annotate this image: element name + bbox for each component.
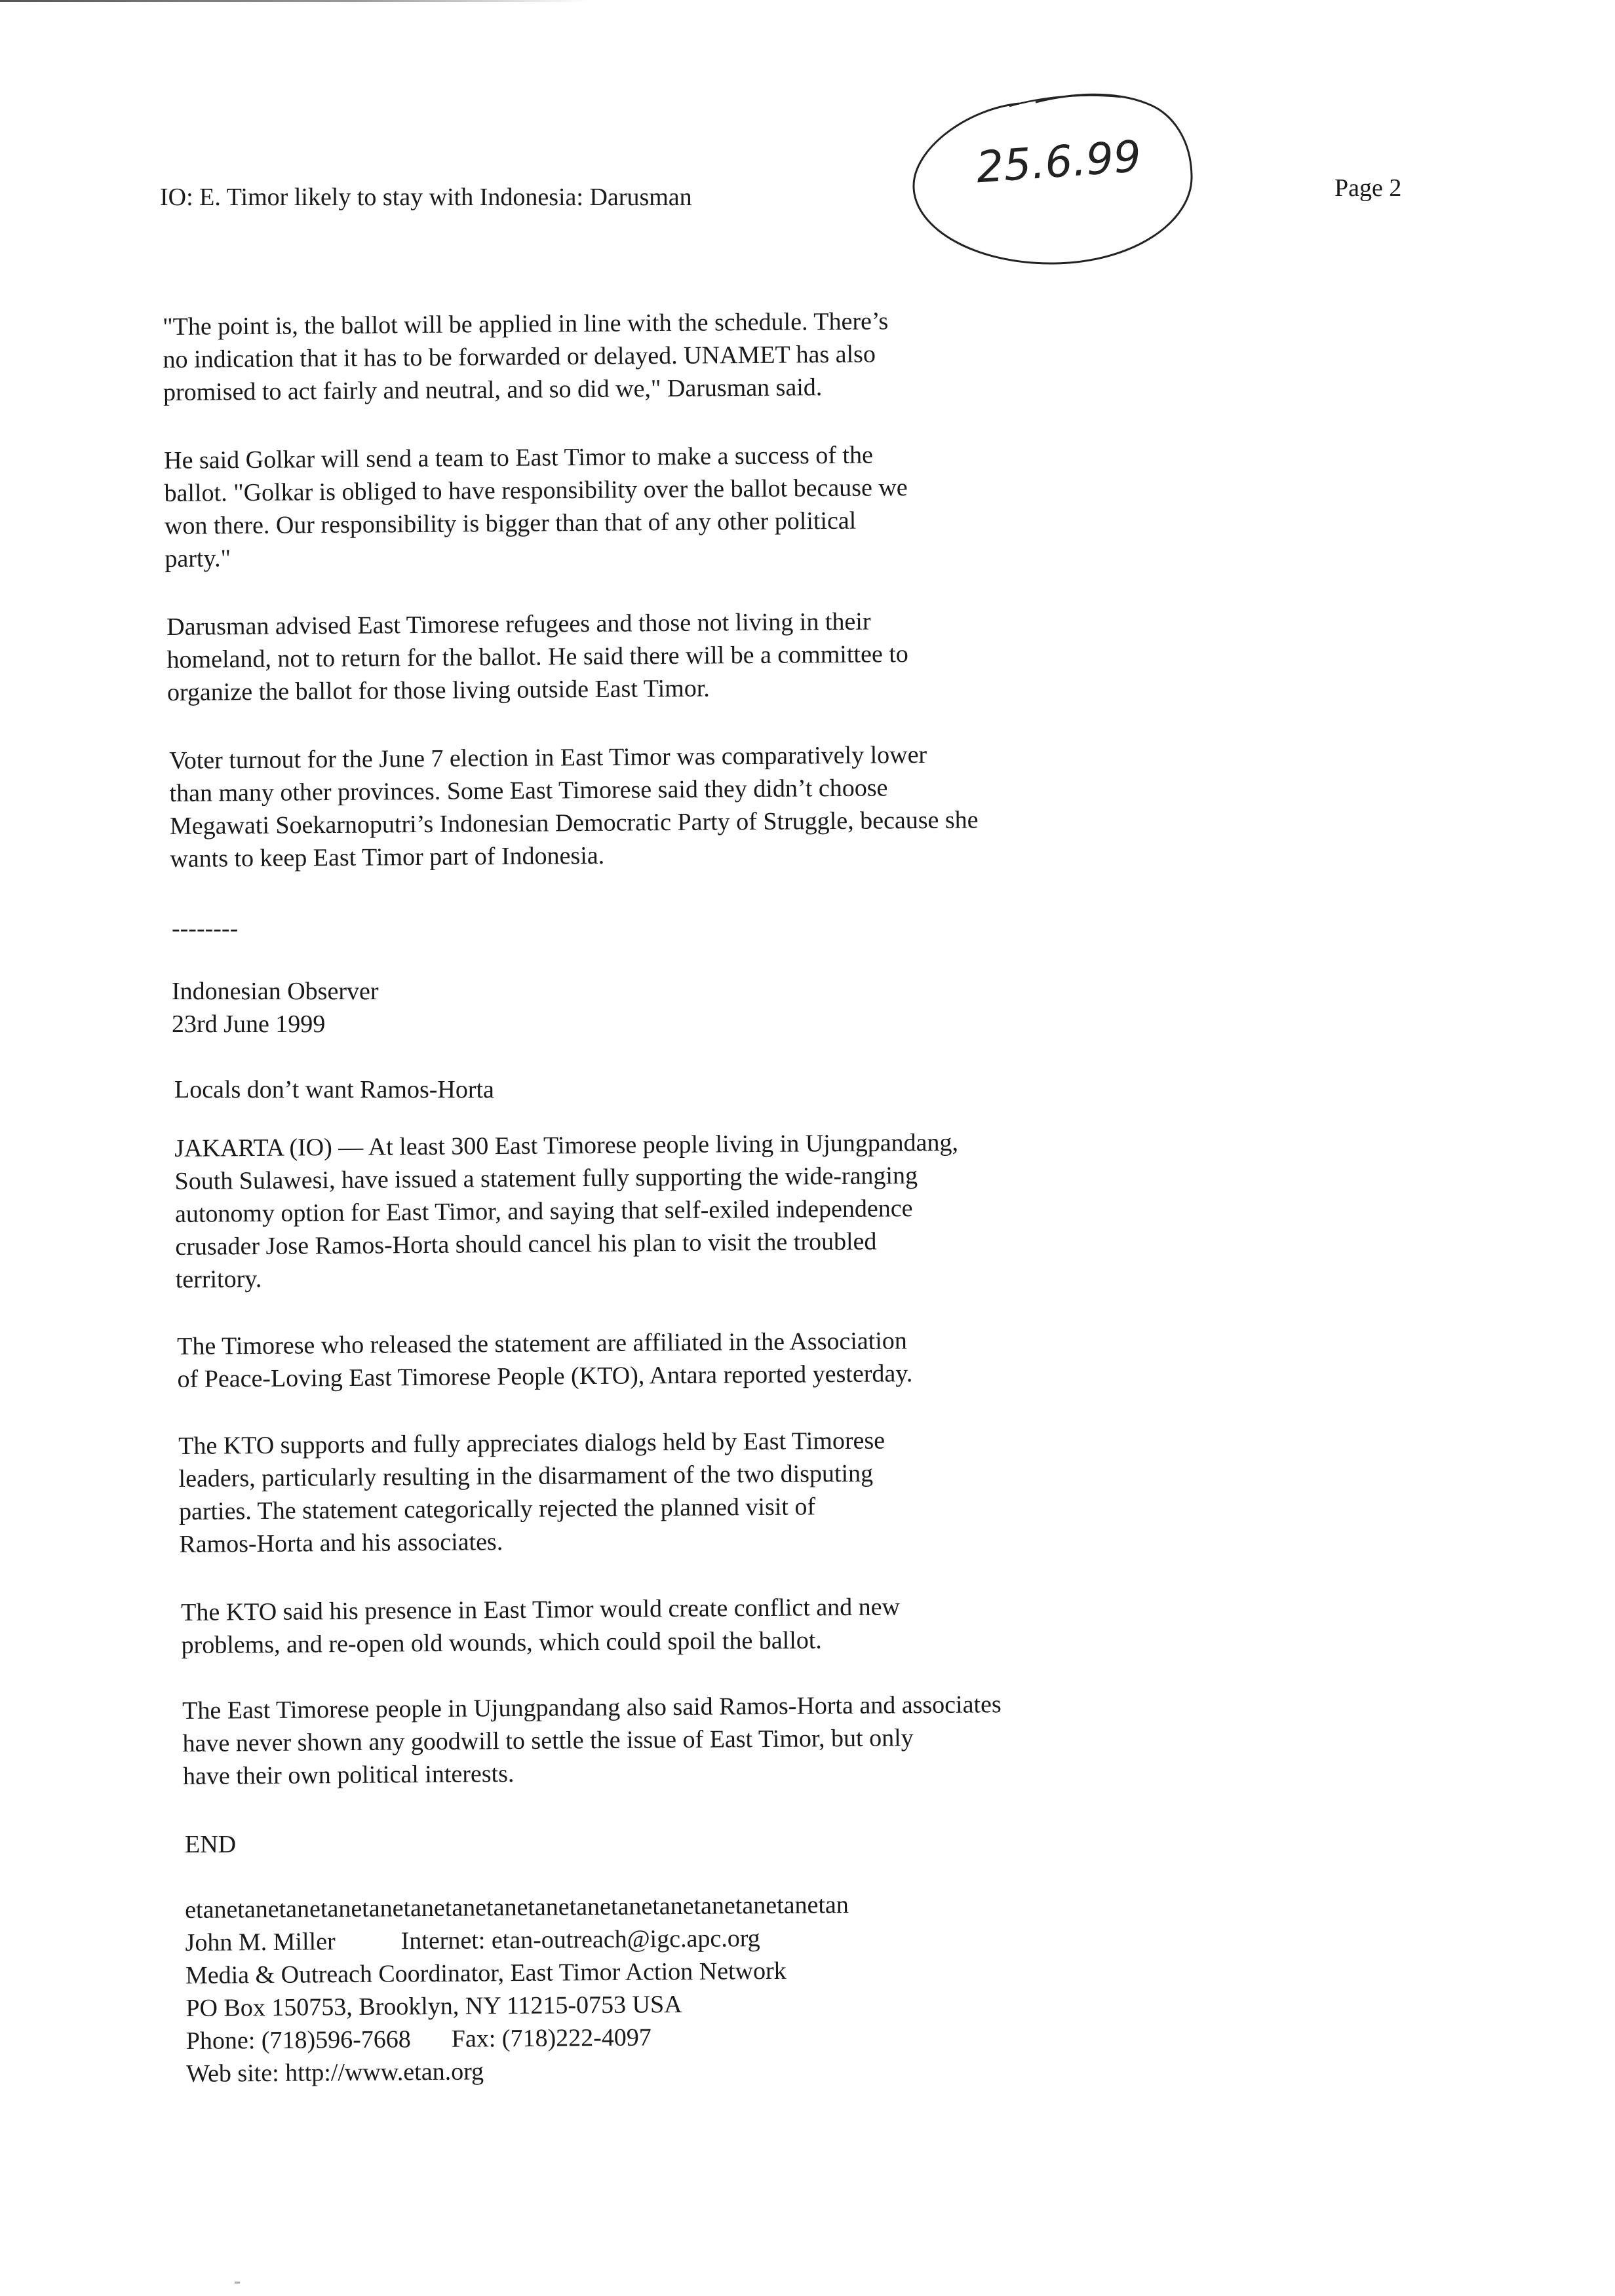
text-line: won there. Our responsibility is bigger than that of any other political — [164, 507, 857, 540]
text-line: of Peace-Loving East Timorese People (KTO), Antara reported yesterday. — [177, 1360, 913, 1393]
text-line: parties. The statement categorically rejected the planned visit of — [178, 1493, 816, 1525]
signature-banner: etanetanetanetanetanetanetanetanetanetanetanetanetanetanetanetan — [185, 1891, 849, 1924]
text-line: The KTO said his presence in East Timor would create conflict and new — [181, 1593, 901, 1626]
text-line: Megawati Soekarnoputri’s Indonesian Democratic Party of Struggle, because she — [169, 806, 979, 840]
text-line: South Sulawesi, have issued a statement fully supporting the wide-ranging — [174, 1162, 918, 1195]
text-line: The East Timorese people in Ujungpandang also said Ramos-Horta and associates — [182, 1691, 1002, 1725]
scan-edge-line — [0, 0, 590, 2]
text-line: no indication that it has to be forwarded or delayed. UNAMET has also — [163, 340, 876, 373]
paragraph — [166, 605, 908, 709]
paragraph — [164, 438, 908, 575]
text-line: have their own political interests. — [182, 1760, 515, 1790]
page-number: Page 2 — [1334, 174, 1402, 202]
signature-phone-line — [186, 2019, 850, 2057]
text-line: organize the ballot for those living outside East Timor. — [166, 674, 710, 706]
source-name: Indonesian Observer — [172, 978, 379, 1005]
text-line: crusader Jose Ramos-Horta should cancel his plan to visit the troubled — [175, 1227, 877, 1261]
signature-name: John M. Miller — [185, 1928, 336, 1957]
section-separator: -------- — [172, 915, 239, 942]
text-line: promised to act fairly and neutral, and so did we," Darusman said. — [163, 373, 823, 406]
text-line: "The point is, the ballot will be applied in line with the schedule. There’s — [163, 307, 889, 341]
page-header-title: IO: E. Timor likely to stay with Indonesia: Darusman — [160, 183, 692, 211]
stamp-date-text: 25.6.99 — [974, 130, 1143, 193]
text-line: problems, and re-open old wounds, which could spoil the ballot. — [181, 1626, 823, 1659]
text-line: The KTO supports and fully appreciates dialogs held by East Timorese — [178, 1426, 885, 1460]
signature-email[interactable]: Internet: etan-outreach@igc.apc.org — [400, 1924, 760, 1955]
text-line: ballot. "Golkar is obliged to have responsibility over the ballot because we — [164, 474, 908, 507]
signature-phone: Phone: (718)596-7668 — [185, 2025, 411, 2055]
text-line: He said Golkar will send a team to East Timor to make a success of the — [164, 441, 874, 474]
text-line: The Timorese who released the statement are affiliated in the Association — [177, 1327, 907, 1360]
signature-website[interactable]: Web site: http://www.etan.org — [185, 2057, 484, 2088]
text-line: JAKARTA (IO) — At least 300 East Timorese people living in Ujungpandang, — [174, 1128, 959, 1162]
scan-speck — [235, 2282, 240, 2284]
signature-fax: Fax: (718)222-4097 — [451, 2023, 652, 2053]
paragraph — [163, 305, 889, 409]
text-line: party." — [165, 545, 231, 573]
text-line: Darusman advised East Timorese refugees and those not living in their — [166, 607, 871, 641]
text-line: territory. — [175, 1265, 262, 1293]
paragraph — [182, 1688, 1002, 1793]
paragraph — [174, 1126, 960, 1296]
paragraph — [181, 1590, 901, 1662]
article-headline: Locals don’t want Ramos-Horta — [174, 1076, 494, 1103]
text-line: autonomy option for East Timor, and saying that self-exiled independence — [174, 1195, 913, 1228]
text-line: have never shown any goodwill to settle the issue of East Timor, but only — [182, 1724, 914, 1757]
signature-address: PO Box 150753, Brooklyn, NY 11215-0753 USA — [185, 1991, 682, 2022]
paragraph — [177, 1324, 913, 1396]
source-date: 23rd June 1999 — [172, 1010, 326, 1038]
signature-block — [185, 1888, 850, 2090]
text-line: homeland, not to return for the ballot. He said there will be a committee to — [166, 640, 908, 674]
text-line: wants to keep East Timor part of Indonesia. — [170, 841, 605, 873]
end-marker: END — [185, 1831, 237, 1858]
paragraph — [178, 1425, 885, 1561]
signature-role: Media & Outreach Coordinator, East Timor Action Network — [185, 1957, 787, 1989]
text-line: than many other provinces. Some East Timorese said they didn’t choose — [169, 774, 888, 807]
signature-name-line — [185, 1921, 849, 1959]
text-line: Ramos-Horta and his associates. — [179, 1528, 503, 1558]
text-line: Voter turnout for the June 7 election in East Timor was comparatively lower — [169, 740, 927, 775]
handwritten-date-stamp — [905, 77, 1206, 274]
text-line: leaders, particularly resulting in the disarmament of the two disputing — [178, 1459, 874, 1493]
paragraph — [169, 738, 979, 875]
source-attribution — [172, 975, 379, 1041]
